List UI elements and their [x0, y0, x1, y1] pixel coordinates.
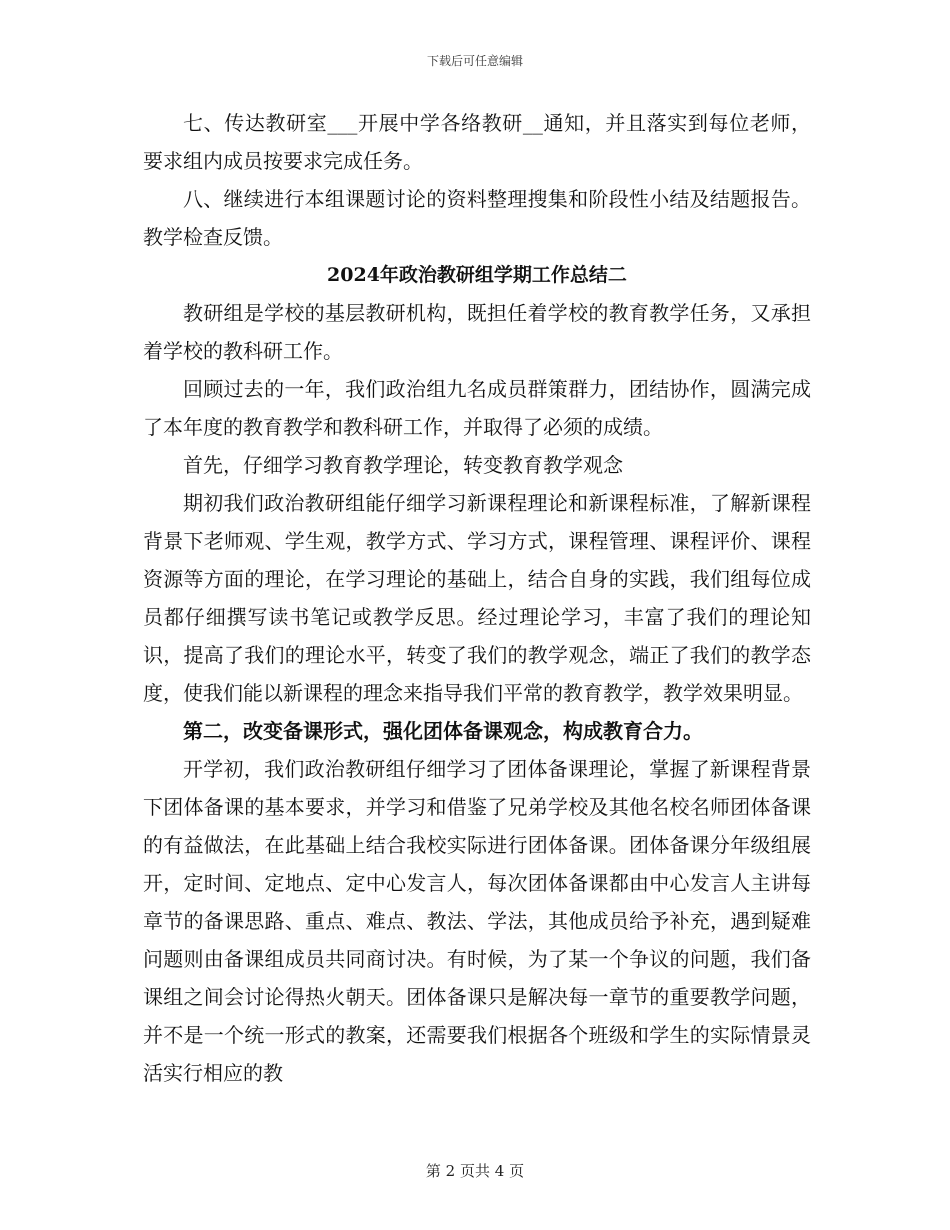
document-body [143, 104, 811, 1092]
paragraph-item-8: 八、继续进行本组课题讨论的资料整理搜集和阶段性小结及结题报告。教学检查反馈。 [143, 187, 811, 249]
subheading-second: 第二，改变备课形式，强化团体备课观念，构成教育合力。 [183, 719, 703, 743]
page-number: 第 2 页共 4 页 [425, 1162, 525, 1180]
paragraph-item-7: 七、传达教研室___开展中学各络教研__通知，并且落实到每位老师，要求组内成员按要求完成任务。 [143, 111, 811, 173]
paragraph-review: 回顾过去的一年，我们政治组九名成员群策群力，团结协作，圆满完成了本年度的教育教学和教科研工作，并取得了必须的成绩。 [143, 377, 811, 439]
section-title: 2024年政治教研组学期工作总结二 [327, 264, 627, 286]
paragraph-theory-study: 期初我们政治教研组能仔细学习新课程理论和新课程标准，了解新课程背景下老师观、学生观，教学方式、学习方式，课程管理、课程评价、课程资源等方面的理论，在学习理论的基础上，结合自身的实践，我们组每位成员都仔细撰写读书笔记或教学反思。经过理论学习，丰富了我们的理论知识，提高了我们的理论水平，转变了我们的教学观念，端正了我们的教学态度，使我们能以新课程的理念来指导我们平常的教育教学，教学效果明显。 [143, 491, 811, 705]
paragraph-group-prep: 开学初，我们政治教研组仔细学习了团体备课理论，掌握了新课程背景下团体备课的基本要求，并学习和借鉴了兄弟学校及其他名校名师团体备课的有益做法，在此基础上结合我校实际进行团体备课。团体备课分年级组展开，定时间、定地点、定中心发言人，每次团体备课都由中心发言人主讲每章节的备课思路、重点、难点、教法、学法，其他成员给予补充，遇到疑难问题则由备课组成员共同商讨决。有时候，为了某一个争议的问题，我们备课组之间会讨论得热火朝天。团体备课只是解决每一章节的重要教学问题，并不是一个统一形式的教案，还需要我们根据各个班级和学生的实际情景灵活实行相应的教 [143, 757, 811, 1085]
page-header: 下载后可任意编辑 [426, 54, 523, 68]
subheading-first: 首先，仔细学习教育教学理论，转变教育教学观念 [183, 453, 623, 477]
paragraph-intro: 教研组是学校的基层教研机构，既担任着学校的教育教学任务，又承担着学校的教科研工作。 [143, 301, 811, 363]
